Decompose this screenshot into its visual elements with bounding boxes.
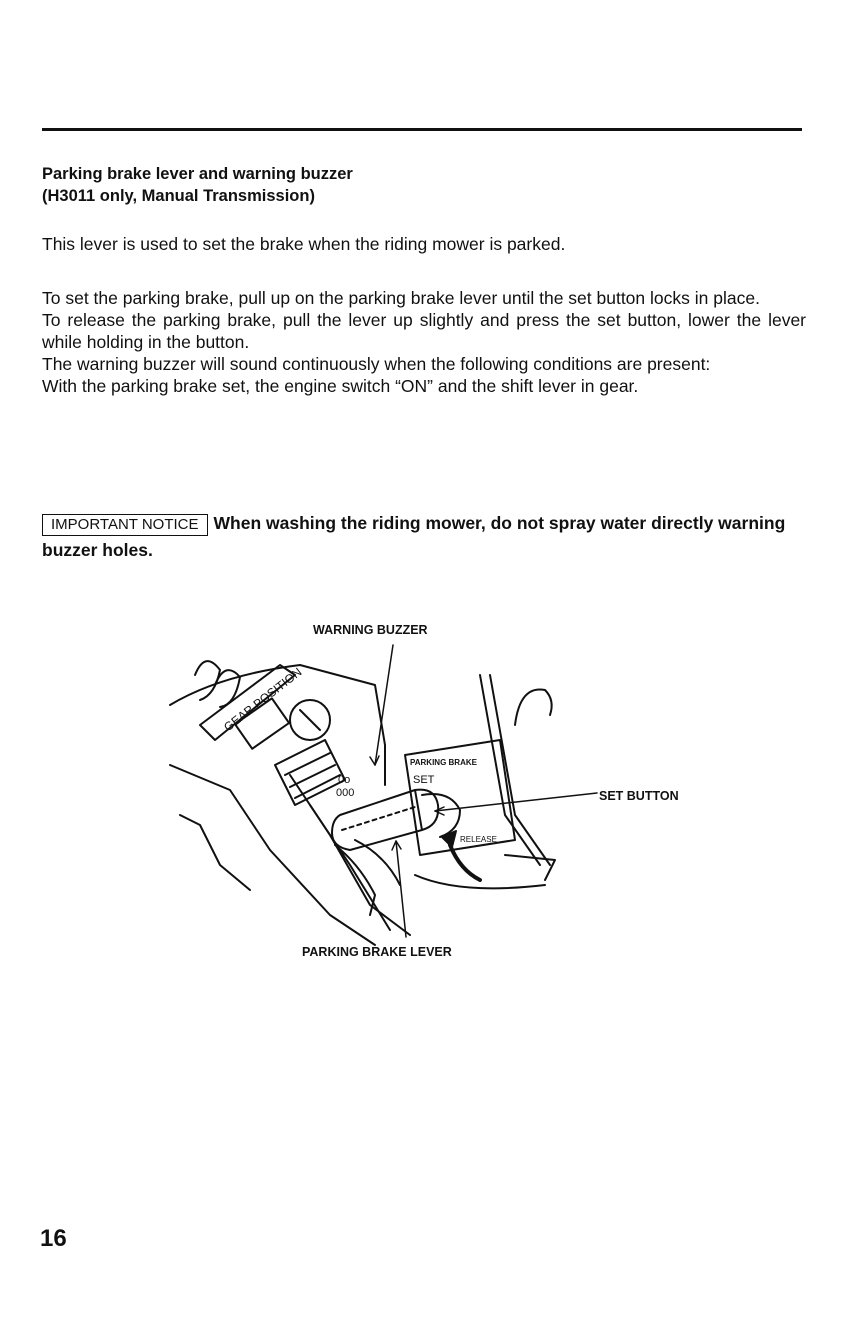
gear-position-label: GEAR POSITION — [221, 664, 305, 735]
buzzer-instruction: The warning buzzer will sound continuously when the following conditions are present: — [42, 354, 711, 374]
top-rule — [42, 128, 802, 131]
warning-buzzer-callout: WARNING BUZZER — [313, 623, 428, 637]
important-notice — [42, 510, 808, 564]
svg-text:000: 000 — [336, 787, 355, 799]
panel-release-text: RELEASE — [460, 835, 497, 844]
set-button-callout: SET BUTTON — [599, 789, 679, 803]
important-notice-text: When washing the riding mower, do not spray water directly warning buzzer holes. — [42, 513, 786, 560]
parking-brake-lever-callout: PARKING BRAKE LEVER — [302, 945, 452, 959]
svg-text:0o: 0o — [338, 774, 351, 786]
page-number: 16 — [40, 1225, 67, 1252]
instructions-block — [42, 287, 806, 397]
buzzer-conditions: With the parking brake set, the engine switch “ON” and the shift lever in gear. — [42, 376, 639, 396]
panel-set-text: SET — [413, 774, 435, 786]
heading-line-1: Parking brake lever and warning buzzer — [42, 165, 353, 183]
release-arrow-icon — [450, 845, 480, 880]
heading-line-2: (H3011 only, Manual Transmission) — [42, 187, 315, 205]
important-notice-label: IMPORTANT NOTICE — [42, 514, 208, 536]
release-instruction: To release the parking brake, pull the lever up slightly and press the set button, lower the lever while holding in the button. — [42, 310, 806, 352]
set-instruction: To set the parking brake, pull up on the parking brake lever until the set button locks in place. — [42, 288, 760, 308]
section-heading — [42, 163, 802, 207]
panel-parking-brake-text: PARKING BRAKE — [410, 758, 477, 767]
intro-paragraph: This lever is used to set the brake when the riding mower is parked. — [42, 234, 566, 254]
